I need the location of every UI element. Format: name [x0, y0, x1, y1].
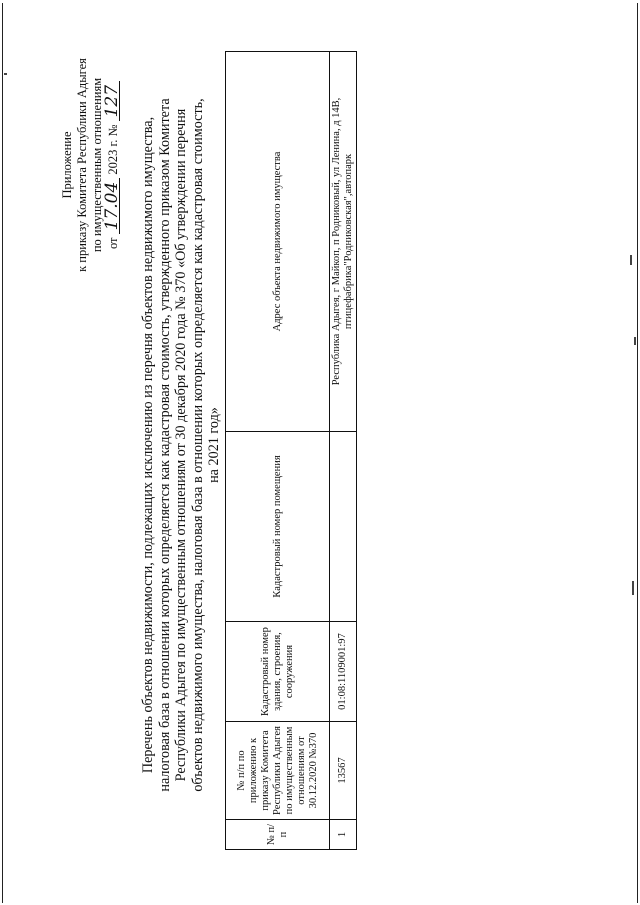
property-table	[225, 51, 357, 850]
appendix-label: Приложение	[60, 131, 74, 199]
cell-appendix-number: 13567	[330, 722, 357, 820]
cell-building-cadastral: 01:08:1109001:97	[330, 622, 357, 722]
header-appendix-number: № п/п по приложению к приказу Комитета Республики Адыгея по имущественным отношениям от 30.12.2020 №370	[226, 722, 330, 820]
year-number-label: 2023 г. №	[106, 124, 120, 175]
header-row-number: № п/п	[226, 820, 330, 850]
handwritten-number: 127	[105, 81, 120, 121]
header-premises-cadastral: Кадастровый номер помещения	[226, 432, 330, 622]
scan-edge-line	[2, 3, 3, 903]
handwritten-date: 17.04	[105, 178, 120, 235]
scan-speck	[4, 73, 7, 75]
date-prefix: от	[106, 237, 120, 250]
scan-speck	[632, 581, 634, 595]
scan-speck	[630, 255, 632, 265]
appendix-order-ref: к приказу Комитета Республики Адыгея	[75, 58, 89, 272]
table-row	[330, 52, 357, 850]
appendix-date-line	[102, 5, 122, 325]
scan-speck	[634, 337, 636, 345]
scan-edge-line	[637, 3, 638, 903]
cell-address: Республика Адыгея, г Майкоп, п Родниковый, ул Ленина, д 14В, птицефабрика"Родниковская",автопарк	[330, 52, 357, 432]
table-header-row	[226, 52, 330, 850]
cell-row-number: 1	[330, 820, 357, 850]
appendix-header	[60, 5, 121, 325]
appendix-committee: по имущественным отношениям	[90, 77, 104, 253]
document-title: Перечень объектов недвижимости, подлежащих исключению из перечня объектов недвижимого имущества, налоговая база в отношении которых определяется как кадастровая стоимость, утвержденного приказом Комитета Республики Адыгея по имущественным отношениям от 30 декабря 2020 года № 370 «Об утверждении перечня объектов недвижимого имущества, налоговая база в отношении которых определяется как кадастровая стоимость, на 2021 год»	[140, 98, 223, 792]
header-building-cadastral: Кадастровый номер здания, строения, сооружения	[226, 622, 330, 722]
header-address: Адрес объекта недвижимого имущества	[226, 52, 330, 432]
cell-premises-cadastral	[330, 432, 357, 622]
